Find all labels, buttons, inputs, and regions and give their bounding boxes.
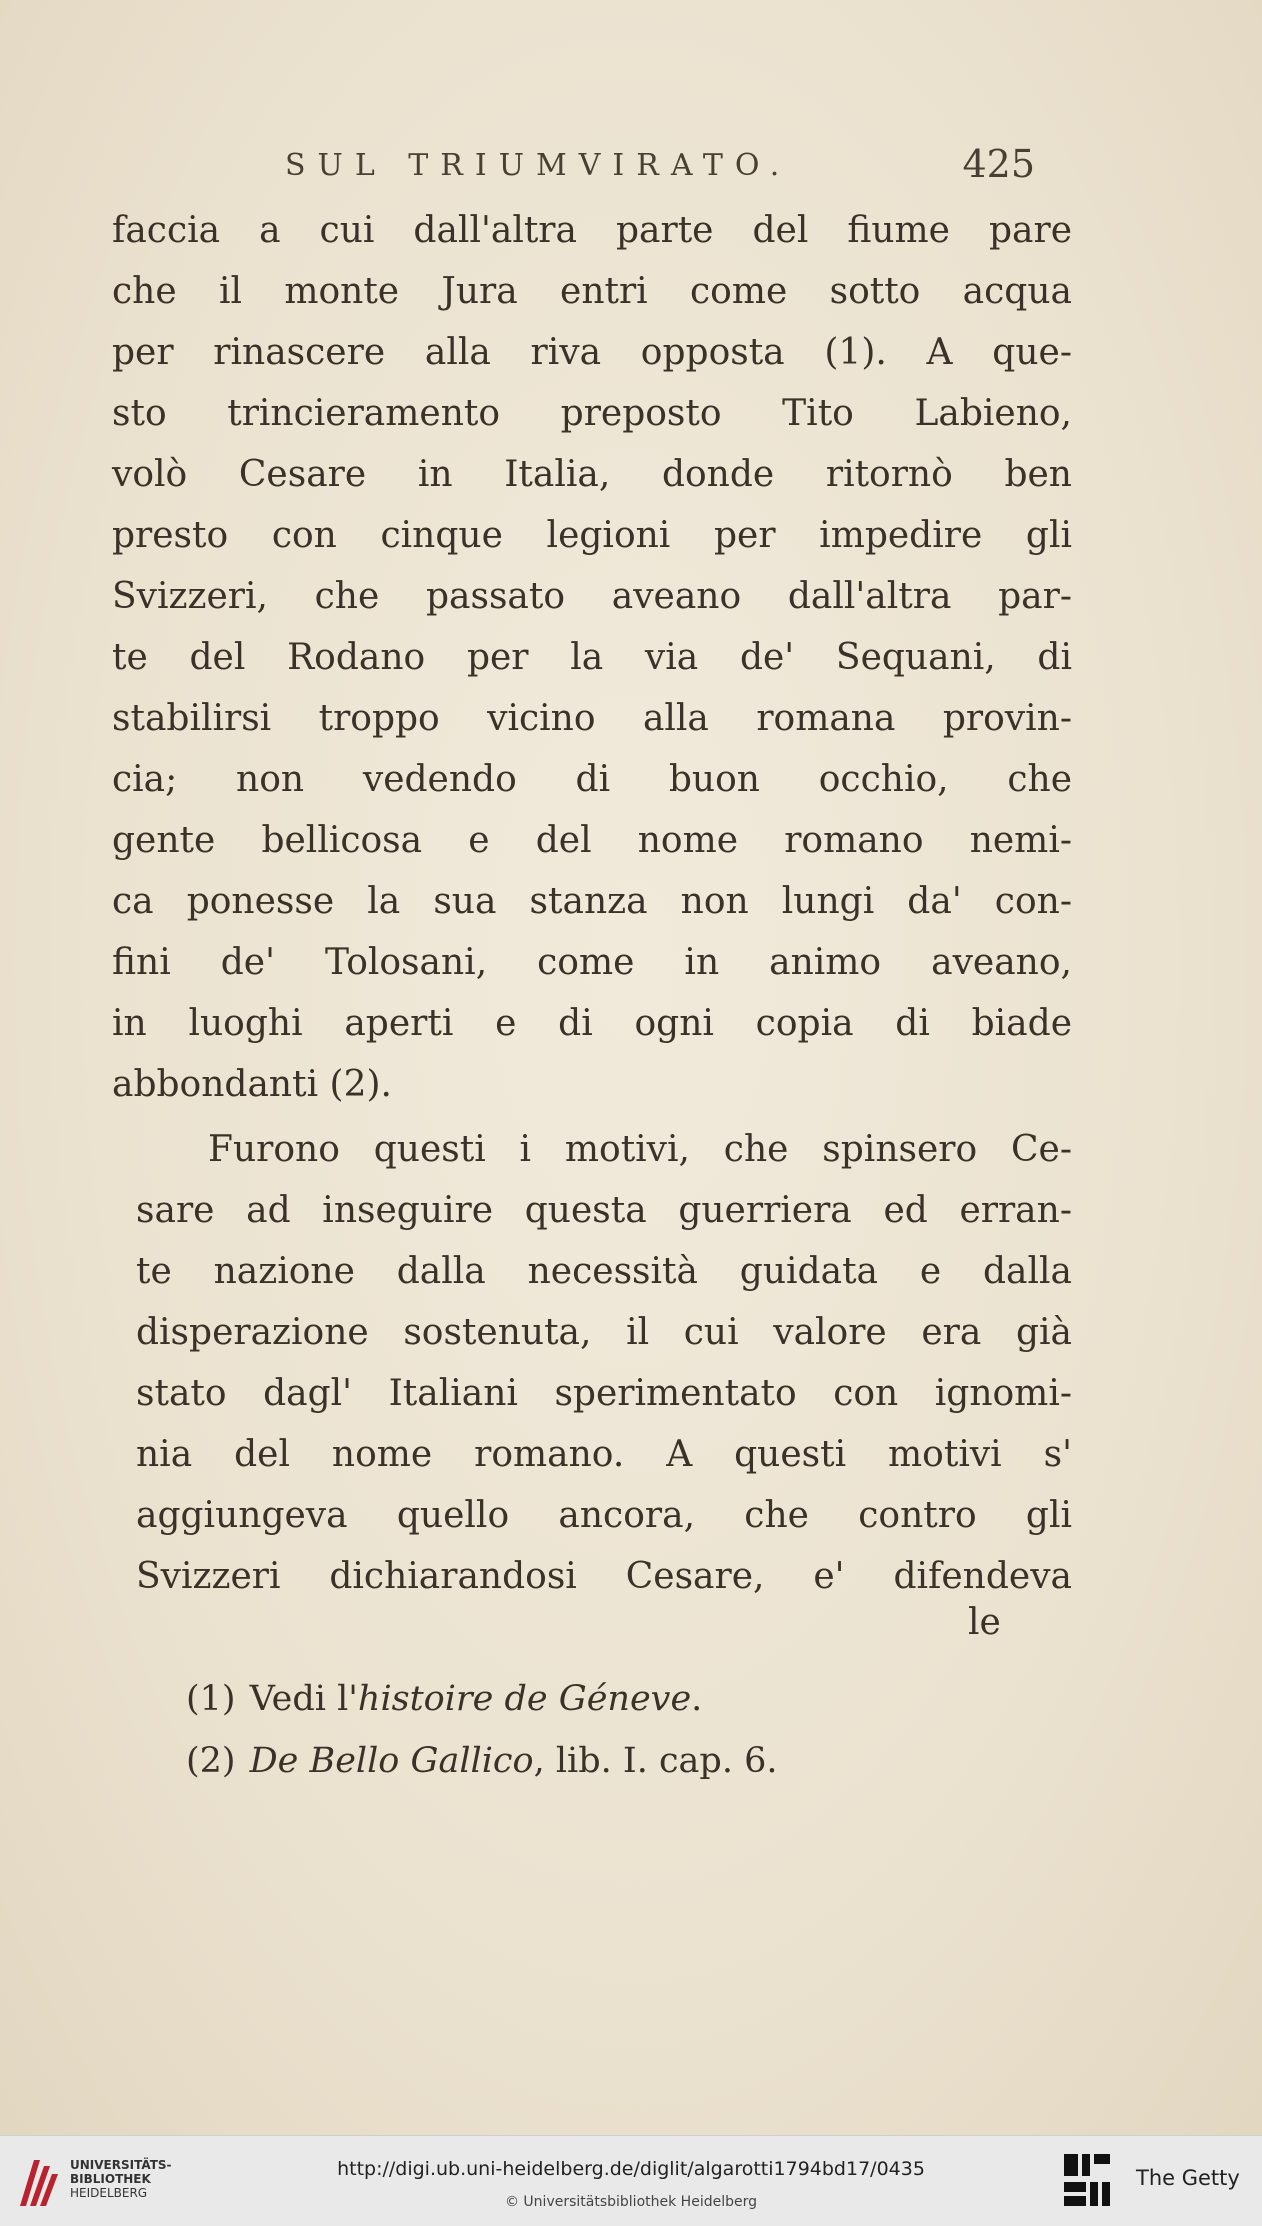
text-line: in luoghi aperti e di ogni copia di biade [112,1003,1072,1044]
text-line: Svizzeri, che passato aveano dall'altra par- [112,576,1072,617]
footnote-mark: (1) [186,1679,236,1719]
text-line: disperazione sostenuta, il cui valore era già [136,1312,1072,1353]
text-line: fini de' Tolosani, come in animo aveano, [112,942,1072,983]
footnote-title: De Bello Gallico [249,1741,534,1781]
text-line: faccia a cui dall'altra parte del fiume pare [112,210,1072,251]
catchword: le [968,1602,1001,1643]
body-text [112,200,1072,1607]
getty-logo-icon[interactable] [1060,2150,1114,2210]
text-line: aggiungeva quello ancora, che contro gli [136,1495,1072,1536]
text-line: volò Cesare in Italia, donde ritornò ben [112,454,1072,495]
permalink-url[interactable]: http://digi.ub.uni-heidelberg.de/diglit/algarotti1794bd17/0435 [337,2158,925,2180]
text-line: che il monte Jura entri come sotto acqua [112,271,1072,312]
viewer-footer [0,2135,1262,2226]
library-line-3: HEIDELBERG [70,2186,148,2200]
footnotes [186,1668,1046,1792]
running-head [285,142,1045,192]
text-line: stabilirsi troppo vicino alla romana provin- [112,698,1072,739]
page-number: 425 [962,142,1035,186]
footnote-suffix: . [691,1679,703,1719]
text-line: presto con cinque legioni per impedire gli [112,515,1072,556]
paragraph-2 [112,1119,1072,1607]
text-line: stato dagl' Italiani sperimentato con ignomi- [136,1373,1072,1414]
footnote-2 [186,1730,1046,1792]
sponsor-name: The Getty [1136,2166,1240,2190]
text-line: Svizzeri dichiarandosi Cesare, e' difendeva [136,1556,1072,1597]
copyright-notice: © Universitätsbibliothek Heidelberg [504,2194,757,2210]
text-line: gente bellicosa e del nome romano nemi- [112,820,1072,861]
text-line: te nazione dalla necessità guidata e dalla [136,1251,1072,1292]
footnote-suffix: , lib. I. cap. 6. [533,1741,778,1781]
text-line: per rinascere alla riva opposta (1). A que- [112,332,1072,373]
text-line: nia del nome romano. A questi motivi s' [136,1434,1072,1475]
running-title: SUL TRIUMVIRATO. [285,148,792,183]
footnote-mark: (2) [186,1741,236,1781]
text-line: te del Rodano per la via de' Sequani, di [112,637,1072,678]
library-line-2: BIBLIOTHEK [70,2172,151,2186]
text-line: ca ponesse la sua stanza non lungi da' con- [112,881,1072,922]
footnote-title: histoire de Géneve [357,1679,692,1719]
paragraph-1 [112,200,1072,1115]
text-line: cia; non vedendo di buon occhio, che [112,759,1072,800]
library-line-1: UNIVERSITÄTS- [70,2158,172,2172]
text-line: sare ad inseguire questa guerriera ed erran- [136,1190,1072,1231]
text-line: Furono questi i motivi, che spinsero Ce- [208,1129,1072,1170]
footnote-1 [186,1668,1046,1730]
footnote-prefix: Vedi l' [249,1679,358,1719]
text-line: sto trincieramento preposto Tito Labieno, [112,393,1072,434]
text-line: abbondanti (2). [112,1064,392,1105]
